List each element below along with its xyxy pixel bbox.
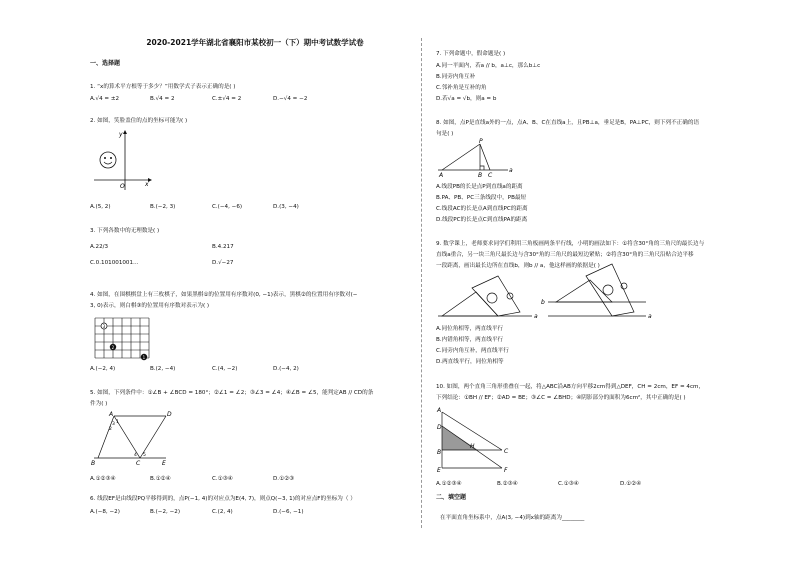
q10-label-e: E (437, 467, 441, 474)
q9-option-b: B.内错角相等，两直线平行 (436, 337, 504, 343)
q4-stem-line2: 3, 0)表示，则白棋③的位置用有序数对表示为( ) (90, 303, 210, 309)
q9-label-a-left: a (534, 313, 538, 320)
q2-y-label: y (119, 131, 123, 138)
q2-y-arrow (123, 130, 127, 134)
q9-label-a-right: a (648, 313, 652, 320)
q9-option-d: D.两直线平行，同位角相等 (436, 359, 504, 365)
q10-option-b: B.②③④ (497, 481, 518, 487)
q10-option-a: A.①②③④ (436, 481, 462, 487)
q5-lines (94, 416, 166, 458)
q1-option-c: C.±√4 = 2 (212, 96, 242, 102)
q5-option-d: D.①②③ (273, 476, 295, 482)
q8-option-d: D.线段PC的长是点C到直线PA的距离 (436, 217, 528, 223)
q4-stone-label-1: 1 (142, 355, 146, 360)
q5-label-c: C (136, 460, 141, 467)
q10-label-d: D (437, 424, 442, 431)
q8-label-line-a: a (509, 167, 513, 174)
column-divider (421, 38, 422, 528)
q7-option-c: C.邻补角是互补的角 (436, 85, 487, 91)
q5-option-b: B.①②④ (150, 476, 171, 482)
q5-angle-5: 5 (143, 453, 146, 458)
q6-stem: 6. 线段EF是由线段PQ平移得到的，点P(−1, 4)的对应点为E(4, 7)，则点Q(−3, 1)的对应点F的坐标为（ ） (90, 496, 356, 502)
q2-figure (92, 128, 162, 192)
q4-option-b: B.(2, −4) (150, 366, 176, 372)
q10-option-c: C.①③④ (558, 481, 579, 487)
q1-option-a: A.√4 = ±2 (90, 96, 120, 102)
q5-option-c: C.①③④ (212, 476, 233, 482)
q7-stem: 7. 下列命题中，假命题是( ) (436, 51, 506, 57)
q8-label-c: C (488, 172, 493, 179)
q3-option-c: C.0.101001001… (90, 260, 139, 266)
q10-label-a: A (437, 407, 442, 414)
q2-stem: 2. 如图，笑脸盖住的点的坐标可能为( ) (90, 118, 188, 124)
q1-stem: 1. “x的算术平方根等于多少？”用数学式子表示正确的是( ) (90, 84, 236, 90)
q9-option-a: A.同位角相等，两直线平行 (436, 326, 504, 332)
q5-option-a: A.①②③④ (90, 476, 116, 482)
q3-option-d: D.√−27 (212, 260, 234, 266)
q9-label-b: b (541, 299, 545, 306)
q4-stone-label-2: 2 (111, 345, 115, 350)
q10-figure (436, 404, 526, 476)
q5-label-d: D (167, 411, 172, 418)
q6-option-c: C.(2, 4) (212, 509, 233, 515)
q5-stem-line2: 件为( ) (90, 401, 108, 407)
q9-stem-line3: 一段距离，画出最长边所在直线b，则b // a，他这样画的依据是( ) (436, 263, 600, 269)
q8-label-p: P (479, 138, 483, 145)
q7-option-a: A.同一平面内，若a // b，a⊥c，那么b⊥c (436, 63, 541, 69)
q5-angle-1: 1 (116, 420, 119, 425)
q1-option-d: D.−√4 = −2 (273, 96, 308, 102)
q8-option-c: C.线段AC的长是点A到直线PC的距离 (436, 206, 528, 212)
q8-figure (436, 138, 516, 178)
q8-lines (438, 144, 508, 170)
q8-label-a: A (439, 172, 444, 179)
q2-option-d: D.(3, −4) (273, 204, 299, 210)
q2-x-label: x (145, 181, 149, 188)
q5-angle-3: 3 (112, 422, 115, 427)
q3-stem: 3. 下列各数中的无理数是( ) (90, 228, 160, 234)
q8-label-b: B (478, 172, 483, 179)
q4-option-c: C.(4, −2) (212, 366, 238, 372)
q8-option-a: A.线段PB的长是点P到直线a的距离 (436, 184, 523, 190)
q2-option-b: B.(−2, 3) (150, 204, 176, 210)
q5-label-e: E (162, 460, 166, 467)
section-fill-heading: 二、填空题 (436, 494, 467, 501)
q9-stem-line1: 9. 数学课上，老师要求同学们利用三角板画两条平行线，小明的画法如下：①将含30°角的三角尺的最长边与 (436, 241, 705, 247)
q7-option-d: D.若√a = √b，则a = b (436, 96, 497, 102)
q10-label-c: C (504, 448, 509, 455)
q3-option-a: A.22/3 (90, 244, 109, 250)
q5-figure (90, 410, 170, 468)
q5-label-b: B (91, 460, 96, 467)
q8-stem-line1: 8. 如图，点P是直线a外的一点，点A、B、C在直线a上，且PB⊥a，垂足是B，PA⊥PC，则下列不正确的语 (436, 120, 700, 126)
q2-x-arrow (148, 178, 152, 182)
q9-left-drawing (438, 276, 532, 316)
q9-right-drawing (548, 264, 646, 316)
q6-option-d: D.(−6, −1) (273, 509, 304, 515)
q10-stem-line1: 10. 如图，两个直角三角形重叠在一起，将△ABC沿AB方向平移2cm得到△DEF，CH = 2cm，EF = 4cm， (436, 384, 705, 390)
q9-stem-line2: 直线a重合，另一块三角尺最长边与含30°角的三角尺的最短边紧贴；②将含30°角的三角尺沿贴合边平移 (436, 252, 694, 258)
q6-option-b: B.(−2, −2) (150, 509, 181, 515)
q10-label-f: F (504, 467, 508, 474)
page-title: 2020-2021学年湖北省襄阳市某校初一（下）期中考试数学试卷 (146, 38, 364, 47)
q2-option-a: A.(5, 2) (90, 204, 111, 210)
q10-label-h: H (470, 443, 475, 450)
q2-option-c: C.(−4, −6) (212, 204, 243, 210)
section-choice-heading: 一、选择题 (90, 60, 121, 67)
q4-stone-label-3: 3 (102, 324, 106, 329)
q5-stem-line1: 5. 如图，下列条件中：①∠B + ∠BCD = 180°；②∠1 = ∠2；③∠3 = ∠4；④∠B = ∠5，能判定AB // CD的条 (90, 390, 374, 396)
q5-angle-2: 2 (109, 427, 112, 432)
q4-option-d: D.(−4, 2) (273, 366, 299, 372)
q7-option-b: B.同旁内角互补 (436, 74, 476, 80)
q8-stem-line2: 句是( ) (436, 131, 454, 137)
q6-option-a: A.(−8, −2) (90, 509, 120, 515)
smiley-face-icon (100, 152, 116, 168)
q4-option-a: A.(−2, 4) (90, 366, 116, 372)
q11-stem: 在平面直角坐标系中，点A(3, −4)到x轴的距离为________ (440, 515, 585, 521)
q9-figure (436, 272, 656, 320)
q10-label-b: B (437, 449, 442, 456)
q4-stem-line1: 4. 如图，在围棋棋盘上有三枚棋子，如果黑棋①的位置用有序数对(0, −1)表示，黑棋②的位置用有序数对(− (90, 292, 358, 298)
q4-go-board (93, 314, 151, 362)
q5-angle-4: 4 (134, 453, 137, 458)
q3-option-b: B.4.217 (212, 244, 234, 250)
q9-option-c: C.同旁内角互补，两直线平行 (436, 348, 509, 354)
q5-label-a: A (109, 411, 114, 418)
q10-stem-line2: 下列结论：①BH // EF；②AD = BE；③∠C = ∠BHD；④阴影部分的面积为6cm²，其中正确的是( ) (436, 395, 686, 401)
q1-option-b: B.√4 = 2 (150, 96, 175, 102)
q2-origin-label: O (120, 183, 125, 190)
q8-option-b: B.PA、PB、PC三条线段中，PB最短 (436, 195, 527, 201)
q10-option-d: D.①②④ (620, 481, 642, 487)
